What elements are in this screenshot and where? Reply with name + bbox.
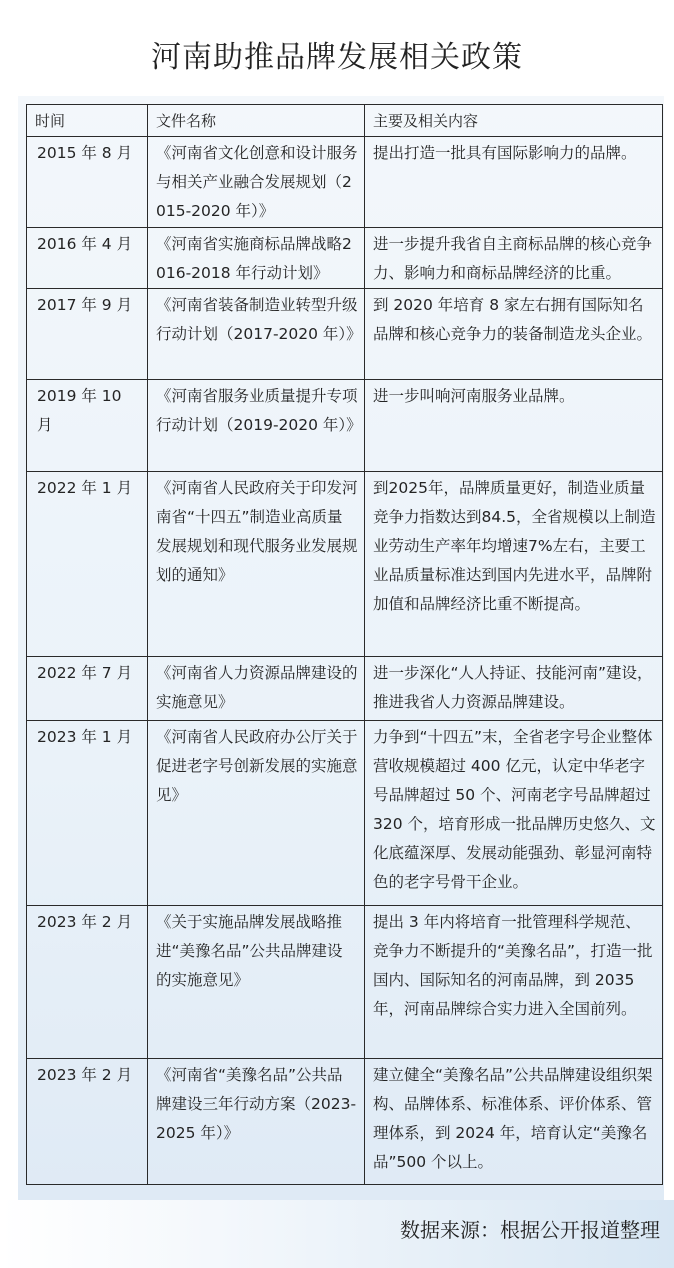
table-row <box>27 1059 663 1185</box>
cell-time: 2022 年 7 月 <box>27 657 148 721</box>
table-row <box>27 228 663 289</box>
cell-time: 2019 年 10 月 <box>27 380 148 472</box>
cell-content: 提出 3 年内将培育一批管理科学规范、竞争力不断提升的“美豫名品”，打造一批国内、国际知名的河南品牌，到 2035 年，河南品牌综合实力进入全国前列。 <box>365 906 663 1059</box>
table-header-row <box>27 105 663 137</box>
policy-table <box>26 104 663 1185</box>
cell-content: 进一步深化“人人持证、技能河南”建设，推进我省人力资源品牌建设。 <box>365 657 663 721</box>
table-row <box>27 472 663 657</box>
cell-time: 2023 年 1 月 <box>27 721 148 906</box>
cell-content: 建立健全“美豫名品”公共品牌建设组织架构、品牌体系、标准体系、评价体系、管理体系，到 2024 年，培育认定“美豫名品”500 个以上。 <box>365 1059 663 1185</box>
cell-document: 《河南省服务业质量提升专项行动计划（2019-2020 年）》 <box>148 380 365 472</box>
cell-document: 《河南省文化创意和设计服务与相关产业融合发展规划（2015-2020 年）》 <box>148 137 365 228</box>
cell-content: 力争到“十四五”末，全省老字号企业整体营收规模超过 400 亿元，认定中华老字号品牌超过 50 个、河南老字号品牌超过 320 个，培育形成一批品牌历史悠久、文化底蕴深厚、发展动能强劲、彰显河南特色的老字号骨干企业。 <box>365 721 663 906</box>
table-row <box>27 657 663 721</box>
cell-document: 《关于实施品牌发展战略推进“美豫名品”公共品牌建设的实施意见》 <box>148 906 365 1059</box>
cell-content: 到2025年，品牌质量更好，制造业质量竞争力指数达到84.5，全省规模以上制造业劳动生产率年均增速7%左右，主要工业品质量标准达到国内先进水平，品牌附加值和品牌经济比重不断提高。 <box>365 472 663 657</box>
cell-time: 2023 年 2 月 <box>27 1059 148 1185</box>
cell-time: 2016 年 4 月 <box>27 228 148 289</box>
table-row <box>27 906 663 1059</box>
cell-document: 《河南省人民政府办公厅关于促进老字号创新发展的实施意见》 <box>148 721 365 906</box>
cell-time: 2023 年 2 月 <box>27 906 148 1059</box>
page-title: 河南助推品牌发展相关政策 <box>151 40 523 75</box>
cell-document: 《河南省人力资源品牌建设的实施意见》 <box>148 657 365 721</box>
cell-time: 2015 年 8 月 <box>27 137 148 228</box>
table-row <box>27 137 663 228</box>
table-row <box>27 380 663 472</box>
cell-time: 2022 年 1 月 <box>27 472 148 657</box>
header-content: 主要及相关内容 <box>365 105 663 137</box>
cell-content: 提出打造一批具有国际影响力的品牌。 <box>365 137 663 228</box>
cell-document: 《河南省人民政府关于印发河南省“十四五”制造业高质量发展规划和现代服务业发展规划的通知》 <box>148 472 365 657</box>
cell-document: 《河南省实施商标品牌战略2016-2018 年行动计划》 <box>148 228 365 289</box>
cell-document: 《河南省“美豫名品”公共品牌建设三年行动方案（2023-2025 年）》 <box>148 1059 365 1185</box>
source-note: 数据来源：根据公开报道整理 <box>400 1218 660 1242</box>
header-document: 文件名称 <box>148 105 365 137</box>
cell-content: 进一步提升我省自主商标品牌的核心竞争力、影响力和商标品牌经济的比重。 <box>365 228 663 289</box>
header-time: 时间 <box>27 105 148 137</box>
table-row <box>27 289 663 380</box>
cell-content: 到 2020 年培育 8 家左右拥有国际知名品牌和核心竞争力的装备制造龙头企业。 <box>365 289 663 380</box>
cell-document: 《河南省装备制造业转型升级行动计划（2017-2020 年）》 <box>148 289 365 380</box>
table-row <box>27 721 663 906</box>
cell-time: 2017 年 9 月 <box>27 289 148 380</box>
cell-content: 进一步叫响河南服务业品牌。 <box>365 380 663 472</box>
